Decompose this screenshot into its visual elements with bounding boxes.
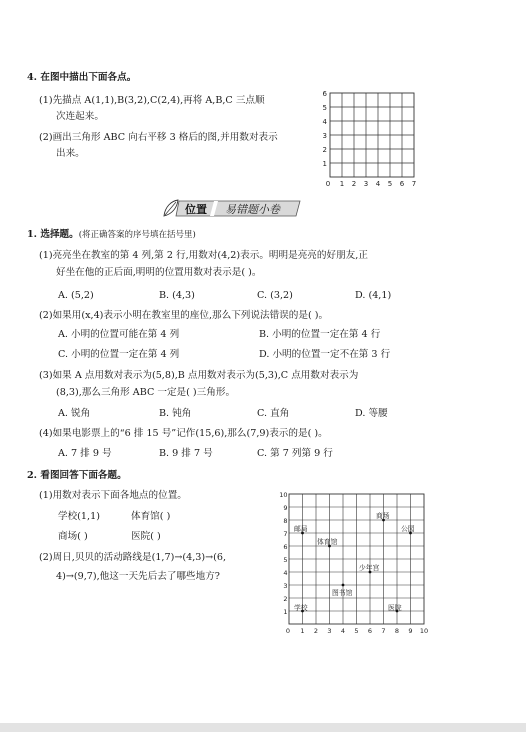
s1-q4-option-a: A. 7 排 9 号 bbox=[58, 448, 112, 459]
marker-library bbox=[342, 584, 345, 587]
s1-q3-option-d: D. 等腰 bbox=[355, 408, 388, 419]
map-y-label: 8 bbox=[283, 517, 288, 525]
s1-q3-option-b: B. 钝角 bbox=[159, 408, 192, 419]
s1-q2-line1: (2)如果用(x,4)表示小明在教室里的座位,那么下列说法错误的是( )。 bbox=[39, 310, 329, 321]
q4-grid-y-label: 4 bbox=[322, 118, 327, 126]
q4-grid-y-label: 3 bbox=[322, 132, 327, 140]
page-bottom-bar bbox=[0, 723, 526, 732]
map-grid bbox=[279, 487, 431, 639]
s1-q3-option-c: C. 直角 bbox=[257, 408, 290, 419]
section1-title-note: (将正确答案的序号填在括号里) bbox=[78, 230, 196, 240]
q4-grid-y-label: 1 bbox=[322, 160, 327, 168]
place-gym: 体育馆 bbox=[317, 538, 338, 546]
place-school: 学校 bbox=[294, 604, 308, 612]
map-x-label: 5 bbox=[354, 627, 359, 635]
banner-right-text: 易错题小卷 bbox=[225, 203, 280, 216]
place-post-office: 邮局 bbox=[294, 525, 308, 533]
section2-title: 2. 看图回答下面各题。 bbox=[27, 470, 127, 481]
place-park: 公园 bbox=[401, 525, 415, 533]
s2-school-answer: 学校(1,1) bbox=[58, 511, 100, 522]
q4-grid-x-label: 2 bbox=[351, 180, 357, 188]
s1-q1-option-d: D. (4,1) bbox=[355, 290, 392, 301]
map-x-label: 8 bbox=[394, 627, 400, 635]
s1-q3-line2: (8,3),那么三角形 ABC 一定是( )三角形。 bbox=[56, 387, 236, 398]
s1-q1-option-a: A. (5,2) bbox=[58, 290, 94, 301]
place-hospital: 医院 bbox=[388, 604, 402, 612]
q4-grid-x-label: 4 bbox=[375, 180, 381, 188]
q4-item2-line1: (2)画出三角形 ABC 向右平移 3 格后的图,并用数对表示 bbox=[39, 132, 278, 143]
s1-q2-option-a: A. 小明的位置可能在第 4 列 bbox=[58, 329, 180, 340]
q4-grid-y-label: 6 bbox=[322, 90, 327, 98]
map-x-label: 2 bbox=[313, 627, 319, 635]
map-x-label: 9 bbox=[408, 627, 413, 635]
s1-q3-line1: (3)如果 A 点用数对表示为(5,8),B 点用数对表示为(5,3),C 点用数对表示为 bbox=[39, 370, 359, 381]
s1-q1-line2: 好坐在他的正后面,明明的位置用数对表示是( )。 bbox=[56, 267, 262, 278]
s1-q1-option-c: C. (3,2) bbox=[257, 290, 293, 301]
map-y-label: 10 bbox=[279, 491, 288, 499]
q4-grid-x-label: 0 bbox=[325, 180, 331, 188]
q4-grid-x-label: 1 bbox=[339, 180, 345, 188]
q4-title: 4. 在图中描出下面各点。 bbox=[27, 72, 137, 83]
s2-mall-answer: 商场( ) bbox=[58, 531, 88, 542]
s2-q2-line1: (2)周日,贝贝的活动路线是(1,7)→(4,3)→(6, bbox=[39, 552, 227, 563]
q4-grid-x-label: 7 bbox=[411, 180, 417, 188]
map-y-label: 3 bbox=[283, 582, 288, 590]
map-y-label: 1 bbox=[283, 608, 288, 616]
s2-q1-line: (1)用数对表示下面各地点的位置。 bbox=[39, 490, 187, 501]
q4-grid-x-label: 6 bbox=[399, 180, 405, 188]
s1-q4-line1: (4)如果电影票上的“6 排 15 号”记作(15,6),那么(7,9)表示的是( )。 bbox=[39, 428, 328, 439]
s1-q2-option-b: B. 小明的位置一定在第 4 行 bbox=[259, 329, 381, 340]
map-x-label: 1 bbox=[300, 627, 305, 635]
map-x-label: 6 bbox=[367, 627, 373, 635]
q4-grid-y-label: 5 bbox=[322, 104, 327, 112]
map-y-label: 7 bbox=[283, 530, 288, 538]
place-mall: 商场 bbox=[376, 512, 390, 520]
leaf-icon bbox=[164, 200, 178, 216]
map-x-label: 10 bbox=[419, 627, 429, 635]
banner-left-text: 位置 bbox=[185, 203, 207, 216]
map-x-label: 7 bbox=[381, 627, 386, 635]
map-x-label: 0 bbox=[285, 627, 291, 635]
place-youth-palace: 少年宫 bbox=[359, 564, 380, 572]
s1-q2-option-d: D. 小明的位置一定不在第 3 行 bbox=[259, 349, 391, 360]
map-y-label: 2 bbox=[283, 595, 288, 603]
q4-item1-line1: (1)先描点 A(1,1),B(3,2),C(2,4),再将 A,B,C 三点顺 bbox=[39, 95, 265, 106]
map-y-label: 4 bbox=[283, 569, 288, 577]
s1-q3-option-a: A. 锐角 bbox=[58, 408, 91, 419]
map-y-label: 6 bbox=[283, 543, 288, 551]
s1-q4-option-b: B. 9 排 7 号 bbox=[159, 448, 213, 459]
s1-q2-option-c: C. 小明的位置一定在第 4 列 bbox=[58, 349, 180, 360]
s1-q1-option-b: B. (4,3) bbox=[159, 290, 195, 301]
section-banner bbox=[161, 198, 303, 219]
q4-item1-line2: 次连起来。 bbox=[56, 111, 104, 122]
map-x-label: 4 bbox=[340, 627, 346, 635]
map-x-label: 3 bbox=[327, 627, 332, 635]
q4-item2-line2: 出来。 bbox=[56, 148, 85, 159]
s2-hospital-answer: 医院( ) bbox=[131, 531, 161, 542]
map-y-label: 9 bbox=[283, 504, 288, 512]
q4-coordinate-grid bbox=[316, 88, 426, 190]
q4-grid-x-label: 3 bbox=[363, 180, 369, 188]
s2-gym-answer: 体育馆( ) bbox=[131, 511, 171, 522]
map-y-label: 5 bbox=[283, 556, 288, 564]
s1-q1-line1: (1)亮亮坐在教室的第 4 列,第 2 行,用数对(4,2)表示。明明是亮亮的好朋友,正 bbox=[39, 250, 368, 261]
s2-q2-line2: 4)→(9,7),他这一天先后去了哪些地方? bbox=[56, 571, 220, 582]
s1-q4-option-c: C. 第 7 列第 9 行 bbox=[257, 448, 333, 459]
section1-title: 1. 选择题。 bbox=[27, 229, 79, 240]
q4-grid-x-label: 5 bbox=[387, 180, 393, 188]
section1-title-row bbox=[27, 229, 196, 241]
place-library: 图书馆 bbox=[332, 589, 353, 597]
q4-grid-y-label: 2 bbox=[322, 146, 327, 154]
